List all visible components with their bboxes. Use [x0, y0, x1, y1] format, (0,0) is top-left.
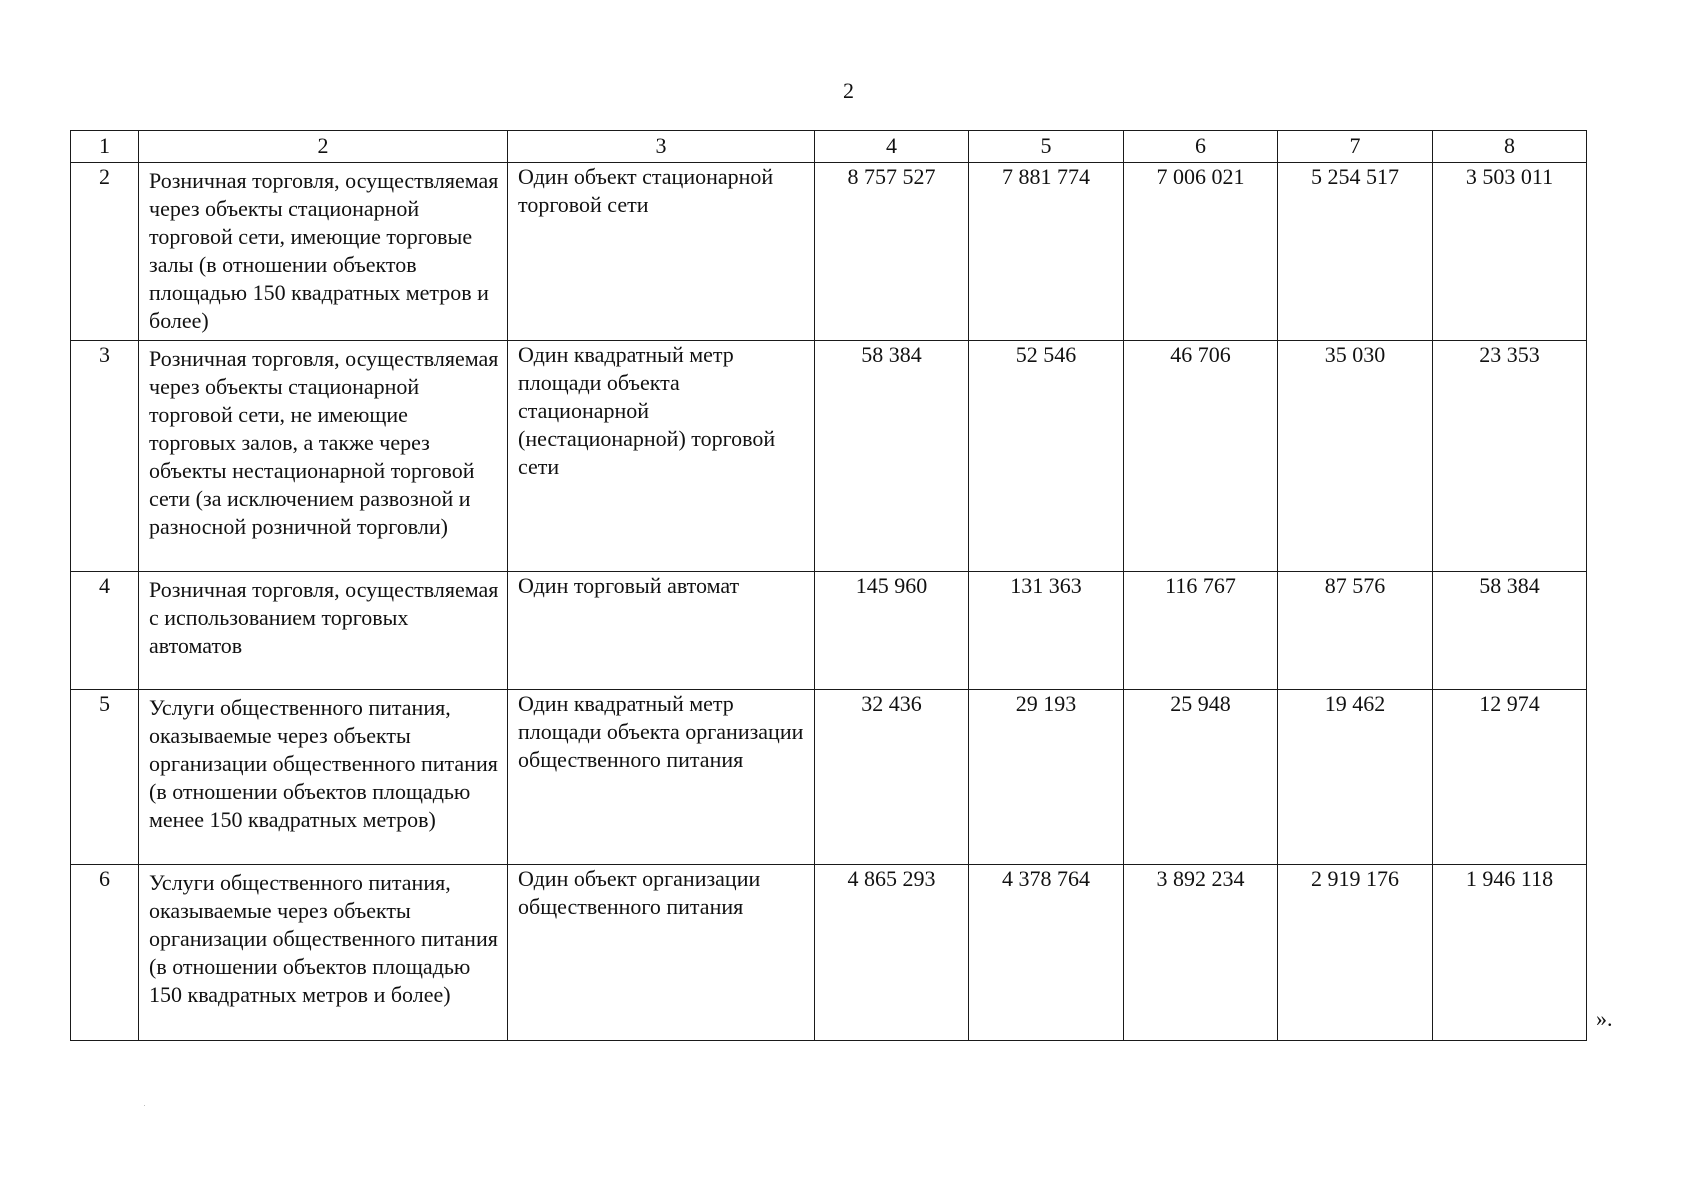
activity-cell: Розничная торговля, осуществляемая с использованием торговых автоматов: [139, 572, 508, 690]
activity-cell: Услуги общественного питания, оказываемые через объекты организации общественного питания (в отношении объектов площадью 150 квадратных метров и более): [139, 865, 508, 1041]
table-row: [71, 163, 1587, 341]
column-header: 4: [815, 131, 969, 163]
value-cell: 3 503 011: [1433, 163, 1587, 341]
table-row: [71, 341, 1587, 572]
unit-cell: Один квадратный метр площади объекта стационарной (нестационарной) торговой сети: [508, 341, 815, 572]
table-row: [71, 572, 1587, 690]
unit-cell: Один квадратный метр площади объекта организации общественного питания: [508, 690, 815, 865]
value-cell: 116 767: [1124, 572, 1278, 690]
value-cell: 7 881 774: [969, 163, 1124, 341]
table-row: [71, 865, 1587, 1041]
table-header-row: [71, 131, 1587, 163]
value-cell: 46 706: [1124, 341, 1278, 572]
activity-cell: Розничная торговля, осуществляемая через объекты стационарной торговой сети, не имеющие торговых залов, а также через объекты нестационарной торговой сети (за исключением развозной и разносной розничной торговли): [139, 341, 508, 572]
value-cell: 25 948: [1124, 690, 1278, 865]
closing-quote-mark: ».: [1596, 1006, 1613, 1031]
row-number: 2: [71, 163, 139, 341]
activity-cell: Розничная торговля, осуществляемая через объекты стационарной торговой сети, имеющие торговые залы (в отношении объектов площадью 150 квадратных метров и более): [139, 163, 508, 341]
value-cell: 87 576: [1278, 572, 1433, 690]
value-cell: 58 384: [1433, 572, 1587, 690]
value-cell: 2 919 176: [1278, 865, 1433, 1041]
column-header: 1: [71, 131, 139, 163]
row-number: 6: [71, 865, 139, 1041]
column-header: 8: [1433, 131, 1587, 163]
unit-cell: Один торговый автомат: [508, 572, 815, 690]
column-header: 6: [1124, 131, 1278, 163]
row-number: 5: [71, 690, 139, 865]
value-cell: 12 974: [1433, 690, 1587, 865]
table-row: [71, 690, 1587, 865]
value-cell: 131 363: [969, 572, 1124, 690]
scan-speck: [144, 1105, 145, 1106]
row-number: 3: [71, 341, 139, 572]
value-cell: 145 960: [815, 572, 969, 690]
tax-rate-table: [70, 130, 1587, 1041]
unit-cell: Один объект организации общественного питания: [508, 865, 815, 1041]
unit-cell: Один объект стационарной торговой сети: [508, 163, 815, 341]
value-cell: 7 006 021: [1124, 163, 1278, 341]
value-cell: 19 462: [1278, 690, 1433, 865]
page-number: 2: [843, 78, 854, 103]
value-cell: 4 378 764: [969, 865, 1124, 1041]
value-cell: 1 946 118: [1433, 865, 1587, 1041]
column-header: 3: [508, 131, 815, 163]
row-number: 4: [71, 572, 139, 690]
value-cell: 3 892 234: [1124, 865, 1278, 1041]
value-cell: 32 436: [815, 690, 969, 865]
value-cell: 8 757 527: [815, 163, 969, 341]
column-header: 2: [139, 131, 508, 163]
column-header: 5: [969, 131, 1124, 163]
column-header: 7: [1278, 131, 1433, 163]
value-cell: 5 254 517: [1278, 163, 1433, 341]
value-cell: 23 353: [1433, 341, 1587, 572]
value-cell: 35 030: [1278, 341, 1433, 572]
value-cell: 52 546: [969, 341, 1124, 572]
value-cell: 29 193: [969, 690, 1124, 865]
value-cell: 58 384: [815, 341, 969, 572]
activity-cell: Услуги общественного питания, оказываемые через объекты организации общественного питания (в отношении объектов площадью менее 150 квадратных метров): [139, 690, 508, 865]
value-cell: 4 865 293: [815, 865, 969, 1041]
